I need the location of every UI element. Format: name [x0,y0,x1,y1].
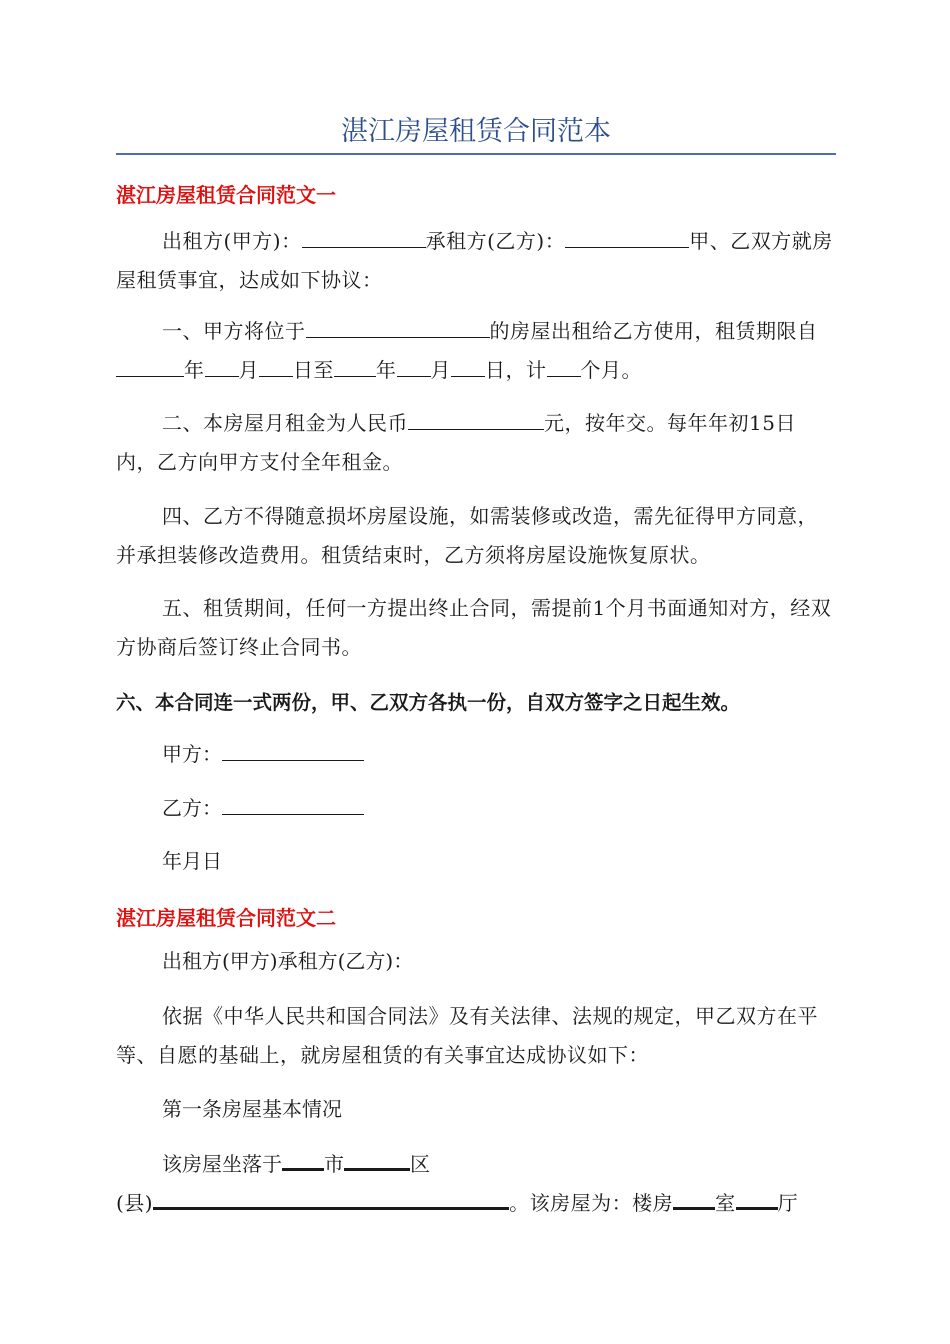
blank-end-day[interactable] [451,354,485,377]
section-2-location-line [162,1148,430,1179]
signature-party-b [162,792,364,823]
section-1-clause-5: 五、租赁期间，任何一方提出终止合同，需提前1个月书面通知对方，经双方协商后签订终止合同书。 [116,596,832,659]
clause-1-end-month-label: 月 [430,358,451,382]
party-a-label: 甲方： [162,742,222,766]
label-lessor: 出租方(甲方)： [162,229,302,253]
county-label: (县) [116,1191,154,1215]
clause-1-months-label: 个月。 [580,358,642,382]
clause-1-text-a: 一、甲方将位于 [162,319,306,343]
blank-months[interactable] [547,354,581,377]
parties-agreement-text: 甲、乙双方就房屋租赁事宜，达成如下协议： [116,229,833,292]
document-title: 湛江房屋租赁合同范本 [341,116,611,147]
section-2-heading: 湛江房屋租赁合同范文二 [116,906,336,930]
blank-district[interactable] [344,1148,410,1171]
blank-party-a-signature[interactable] [222,738,364,761]
blank-rent[interactable] [408,407,544,430]
halls-label: 厅 [777,1191,799,1215]
blank-start-day[interactable] [259,354,293,377]
section-2-article-1-heading: 第一条房屋基本情况 [162,1097,342,1121]
section-1-clause-1 [116,312,836,390]
section-1-heading: 湛江房屋租赁合同范文一 [116,183,336,207]
rooms-label: 室 [715,1191,736,1215]
blank-party-b-signature[interactable] [222,792,364,815]
clause-1-day-to-label: 日至 [293,358,334,382]
party-b-label: 乙方： [162,796,222,820]
signature-party-a [162,738,364,769]
blank-rooms[interactable] [673,1187,715,1210]
blank-address[interactable] [153,1187,509,1210]
section-2-property-line [116,1184,836,1223]
signature-date: 年月日 [162,849,222,873]
section-1-clause-6: 六、本合同连一式两份，甲、乙双方各执一份，自双方签字之日起生效。 [116,691,741,714]
clause-1-end-year-label: 年 [376,358,397,382]
label-lessee: 承租方(乙方)： [425,229,566,253]
blank-start-month[interactable] [205,354,239,377]
property-type-text: 。该房屋为：楼房 [509,1191,674,1215]
blank-end-year[interactable] [334,354,376,377]
city-label: 市 [324,1152,344,1176]
clause-1-end-day-label: 日，计 [485,358,547,382]
clause-1-year-label: 年 [184,358,205,382]
blank-location[interactable] [306,315,490,338]
blank-lessee[interactable] [565,225,689,248]
section-2-intro: 依据《中华人民共和国合同法》及有关法律、法规的规定，甲乙双方在平等、自愿的基础上，就房屋租赁的有关事宜达成协议如下： [116,1004,818,1067]
section-2-parties: 出租方(甲方)承租方(乙方)： [162,949,414,973]
district-label: 区 [410,1152,430,1176]
clause-1-text-b: 的房屋出租给乙方使用，租赁期限自 [489,319,818,343]
blank-lessor[interactable] [302,225,426,248]
blank-city[interactable] [282,1148,324,1171]
section-1-clause-2 [116,404,836,482]
title-underline [116,153,836,155]
blank-start-year[interactable] [116,354,184,377]
blank-halls[interactable] [736,1187,778,1210]
blank-end-month[interactable] [397,354,431,377]
clause-2-text-b: 元，按年交。每年年初15日内，乙方向甲方支付全年租金。 [116,411,796,474]
clause-2-text-a: 二、本房屋月租金为人民币 [162,411,408,435]
section-1-clause-4: 四、乙方不得随意损坏房屋设施，如需装修或改造，需先征得甲方同意，并承担装修改造费用。租赁结束时，乙方须将房屋设施恢复原状。 [116,504,818,567]
section-1-paragraph-parties [116,222,836,300]
clause-1-month-label: 月 [238,358,259,382]
location-text: 该房屋坐落于 [162,1152,282,1176]
